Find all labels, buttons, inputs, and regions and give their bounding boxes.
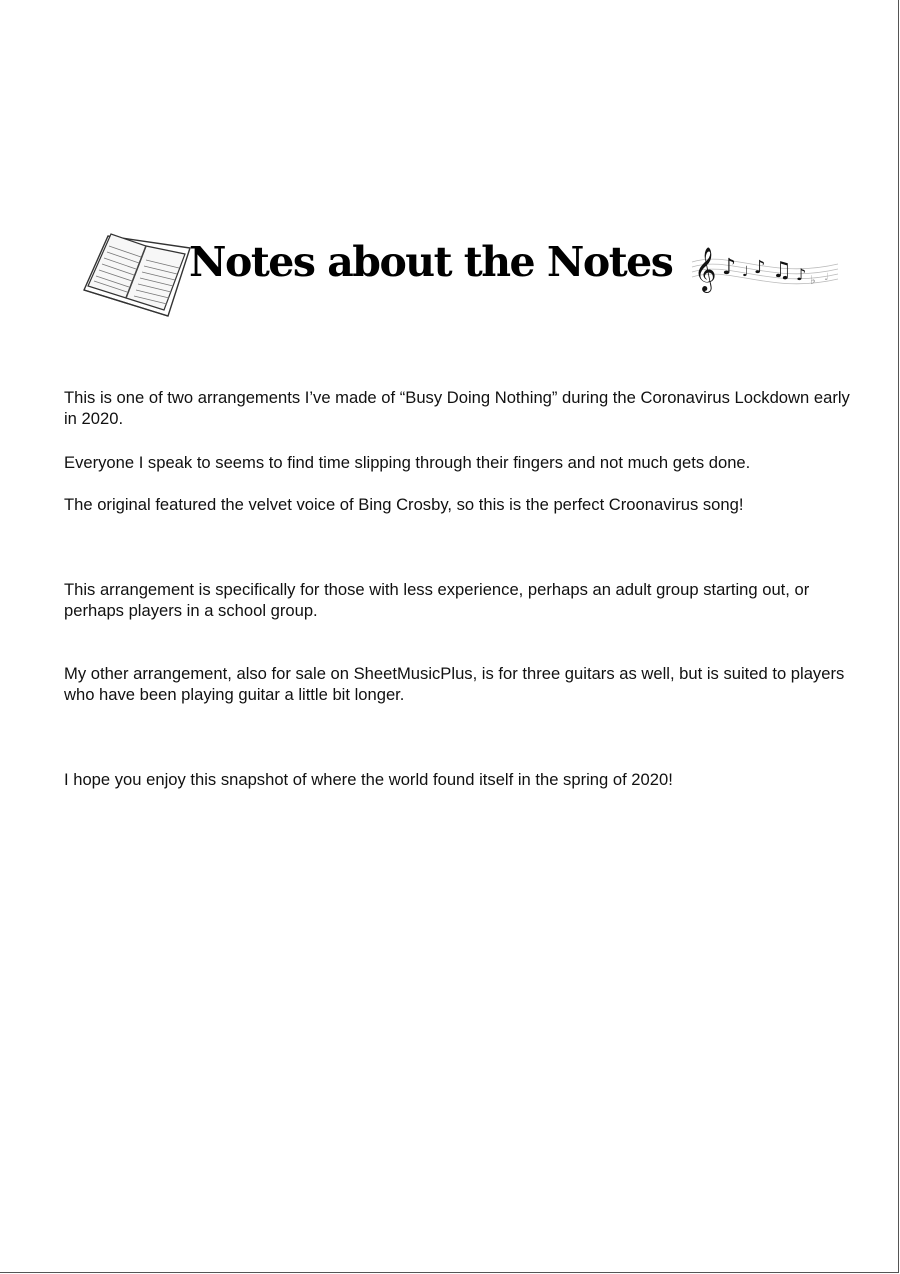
svg-text:♩: ♩ (742, 264, 749, 280)
paragraph-audience: This arrangement is specifically for those with less experience, perhaps an adult group starting out, or perhaps players in a school group. (64, 580, 810, 620)
paragraph-original: The original featured the velvet voice of Bing Crosby, so this is the perfect Croonavirus song! (64, 495, 744, 514)
svg-text:♪: ♪ (754, 257, 766, 278)
paragraph-intro: This is one of two arrangements I’ve made of “Busy Doing Nothing” during the Coronavirus Lockdown early in 2020. (64, 388, 850, 428)
paragraph-closing: I hope you enjoy this snapshot of where the world found itself in the spring of 2020! (64, 770, 673, 789)
open-book-icon (80, 228, 195, 323)
music-notes-icon (690, 240, 840, 295)
page-title: Notes about the Notes (189, 238, 673, 286)
svg-text:♫: ♫ (772, 258, 792, 283)
paragraph-time: Everyone I speak to seems to find time slipping through their fingers and not much gets done. (64, 453, 751, 472)
paragraph-other-arrangement: My other arrangement, also for sale on SheetMusicPlus, is for three guitars as well, but is suited to players who have been playing guitar a little bit longer. (64, 664, 845, 704)
svg-text:♪: ♪ (796, 265, 807, 284)
svg-text:♭: ♭ (810, 273, 816, 287)
svg-text:♪: ♪ (722, 255, 737, 280)
page-header (80, 228, 840, 323)
svg-text:♩: ♩ (824, 272, 829, 283)
svg-text:𝄞: 𝄞 (694, 247, 717, 291)
